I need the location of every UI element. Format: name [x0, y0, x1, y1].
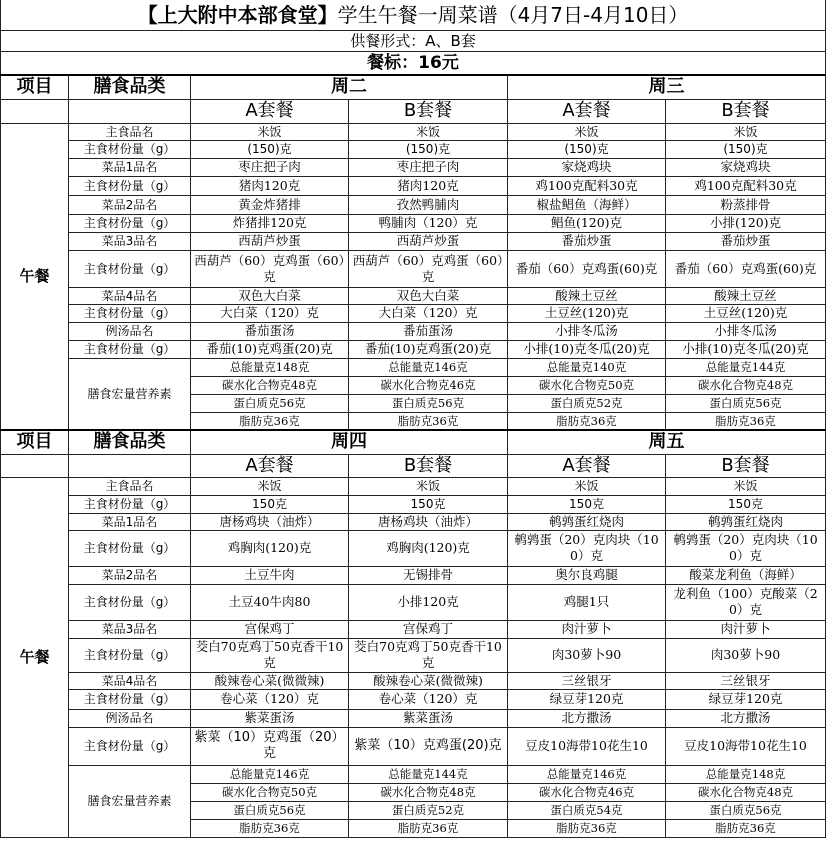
- menu-cell: 150克: [666, 495, 826, 513]
- menu-cell: 豆皮10海带10花生10: [508, 727, 666, 765]
- nutrition-cell: 碳水化合物克46克: [349, 376, 508, 394]
- menu-cell: 番茄(10)克鸡蛋(20)克: [349, 340, 508, 358]
- set-header: B套餐: [349, 454, 508, 477]
- menu-cell: 酸辣卷心菜(微微辣): [191, 672, 349, 689]
- menu-cell: 紫菜蛋汤: [349, 709, 508, 727]
- menu-row: [1, 304, 826, 322]
- menu-cell: 米饭: [349, 123, 508, 140]
- day-header: 周四: [191, 430, 508, 454]
- menu-cell: 土豆40牛肉80: [191, 584, 349, 620]
- menu-cell: 枣庄把子肉: [191, 158, 349, 176]
- menu-cell: 番茄蛋汤: [191, 322, 349, 340]
- menu-cell: 家烧鸡块: [508, 158, 666, 176]
- menu-row: [1, 322, 826, 340]
- menu-cell: 土豆丝(120)克: [508, 304, 666, 322]
- set-header-row: [1, 99, 826, 123]
- row-label: 主食材份量（g）: [69, 689, 191, 709]
- row-label: 主食品名: [69, 123, 191, 140]
- row-label: 主食材份量（g）: [69, 176, 191, 195]
- day-header-row: [1, 430, 826, 454]
- menu-cell: 鹌鹑蛋（20）克肉块（100）克: [508, 530, 666, 566]
- menu-cell: 无锡排骨: [349, 566, 508, 584]
- menu-row: [1, 672, 826, 689]
- nutrition-cell: 脂肪克36克: [508, 412, 666, 430]
- menu-cell: 米饭: [349, 477, 508, 495]
- menu-cell: 猪肉120克: [191, 176, 349, 195]
- meal-price: 餐标：16元: [1, 52, 826, 76]
- menu-cell: 肉汁萝卜: [508, 620, 666, 638]
- menu-cell: 孜然鸭脯肉: [349, 195, 508, 214]
- nutrition-label: 膳食宏量营养素: [69, 358, 191, 430]
- row-label: 菜品1品名: [69, 513, 191, 530]
- menu-cell: 西葫芦（60）克鸡蛋（60）克: [349, 250, 508, 287]
- nutrition-cell: 脂肪克36克: [666, 412, 826, 430]
- menu-row: [1, 620, 826, 638]
- menu-cell: 粉蒸排骨: [666, 195, 826, 214]
- row-label: 主食材份量（g）: [69, 584, 191, 620]
- menu-cell: (150)克: [508, 140, 666, 158]
- canteen-name: 【上大附中本部食堂】: [137, 3, 338, 27]
- menu-cell: 紫菜（10）克鸡蛋(20)克: [349, 727, 508, 765]
- menu-cell: 鸡胸肉(120)克: [191, 530, 349, 566]
- menu-cell: 双色大白菜: [349, 287, 508, 304]
- row-label: 主食材份量（g）: [69, 340, 191, 358]
- menu-cell: 鸭脯肉（120）克: [349, 214, 508, 232]
- menu-cell: 西葫芦（60）克鸡蛋（60）克: [191, 250, 349, 287]
- row-label: 例汤品名: [69, 709, 191, 727]
- nutrition-cell: 蛋白质克56克: [666, 394, 826, 412]
- set-header: B套餐: [666, 99, 826, 123]
- menu-cell: 酸辣土豆丝: [508, 287, 666, 304]
- service-format: 供餐形式：A、B套: [1, 31, 826, 52]
- menu-cell: 鸡100克配料30克: [508, 176, 666, 195]
- menu-cell: (150)克: [191, 140, 349, 158]
- row-label: 菜品3品名: [69, 620, 191, 638]
- menu-cell: 家烧鸡块: [666, 158, 826, 176]
- menu-row: [1, 287, 826, 304]
- menu-title: [1, 0, 826, 31]
- menu-cell: 大白菜（120）克: [191, 304, 349, 322]
- menu-row: [1, 123, 826, 140]
- menu-cell: 番茄炒蛋: [508, 232, 666, 250]
- meal-label: 午餐: [1, 123, 69, 430]
- menu-cell: 宫保鸡丁: [191, 620, 349, 638]
- menu-cell: 猪肉120克: [349, 176, 508, 195]
- menu-cell: 宫保鸡丁: [349, 620, 508, 638]
- row-label: 菜品1品名: [69, 158, 191, 176]
- menu-cell: 北方撒汤: [508, 709, 666, 727]
- menu-cell: 鸡胸肉(120)克: [349, 530, 508, 566]
- menu-cell: 小排冬瓜汤: [508, 322, 666, 340]
- menu-row: [1, 158, 826, 176]
- menu-row: [1, 638, 826, 672]
- menu-cell: 卷心菜（120）克: [349, 689, 508, 709]
- blank-cell: [1, 99, 69, 123]
- nutrition-cell: 碳水化合物克46克: [508, 783, 666, 801]
- menu-cell: 土豆牛肉: [191, 566, 349, 584]
- row-label: 菜品4品名: [69, 287, 191, 304]
- menu-cell: 大白菜（120）克: [349, 304, 508, 322]
- nutrition-cell: 总能量克146克: [349, 358, 508, 376]
- menu-cell: 番茄（60）克鸡蛋(60)克: [508, 250, 666, 287]
- nutrition-cell: 碳水化合物克48克: [666, 376, 826, 394]
- menu-cell: 椒盐鲳鱼（海鲜）: [508, 195, 666, 214]
- menu-cell: 唐杨鸡块（油炸）: [349, 513, 508, 530]
- menu-cell: 豆皮10海带10花生10: [666, 727, 826, 765]
- nutrition-label: 膳食宏量营养素: [69, 765, 191, 837]
- set-header-row: [1, 454, 826, 477]
- nutrition-cell: 蛋白质克56克: [191, 394, 349, 412]
- menu-cell: 米饭: [666, 477, 826, 495]
- menu-cell: 小排120克: [349, 584, 508, 620]
- row-label: 主食材份量（g）: [69, 530, 191, 566]
- row-label: 主食材份量（g）: [69, 304, 191, 322]
- menu-row: [1, 566, 826, 584]
- menu-cell: 奥尔良鸡腿: [508, 566, 666, 584]
- day-header: 周二: [191, 75, 508, 99]
- menu-cell: 150克: [349, 495, 508, 513]
- nutrition-cell: 总能量克144克: [349, 765, 508, 783]
- menu-row: [1, 140, 826, 158]
- menu-cell: 黄金炸猪排: [191, 195, 349, 214]
- row-label: 例汤品名: [69, 322, 191, 340]
- menu-cell: 茭白70克鸡丁50克香干10克: [349, 638, 508, 672]
- menu-row: [1, 584, 826, 620]
- menu-cell: 酸菜龙利鱼（海鲜）: [666, 566, 826, 584]
- nutrition-cell: 总能量克144克: [666, 358, 826, 376]
- set-header: B套餐: [666, 454, 826, 477]
- nutrition-cell: 脂肪克36克: [666, 819, 826, 837]
- title-row: [1, 0, 826, 31]
- menu-cell: 酸辣土豆丝: [666, 287, 826, 304]
- day-header-row: [1, 75, 826, 99]
- menu-cell: (150)克: [666, 140, 826, 158]
- menu-title-text: 学生午餐一周菜谱（4月7日-4月10日）: [337, 3, 689, 27]
- menu-row: [1, 709, 826, 727]
- blank-cell: [69, 454, 191, 477]
- menu-cell: 番茄炒蛋: [666, 232, 826, 250]
- menu-row: [1, 727, 826, 765]
- menu-cell: 小排冬瓜汤: [666, 322, 826, 340]
- menu-cell: 150克: [191, 495, 349, 513]
- nutrition-cell: 蛋白质克52克: [349, 801, 508, 819]
- menu-cell: 小排(120)克: [666, 214, 826, 232]
- menu-row: [1, 689, 826, 709]
- nutrition-cell: 碳水化合物克50克: [508, 376, 666, 394]
- blank-cell: [1, 454, 69, 477]
- menu-cell: 西葫芦炒蛋: [349, 232, 508, 250]
- menu-cell: 小排(10)克冬瓜(20)克: [666, 340, 826, 358]
- row-label: 主食材份量（g）: [69, 495, 191, 513]
- row-label: 主食材份量（g）: [69, 250, 191, 287]
- menu-cell: 三丝银牙: [508, 672, 666, 689]
- row-label: 主食材份量（g）: [69, 214, 191, 232]
- menu-cell: 番茄(10)克鸡蛋(20)克: [191, 340, 349, 358]
- nutrition-cell: 总能量克146克: [508, 765, 666, 783]
- nutrition-cell: 碳水化合物克50克: [191, 783, 349, 801]
- menu-cell: 茭白70克鸡丁50克香干10克: [191, 638, 349, 672]
- menu-cell: 肉30萝卜90: [508, 638, 666, 672]
- blank-cell: [69, 99, 191, 123]
- day-header: 周五: [508, 430, 826, 454]
- menu-row: [1, 513, 826, 530]
- menu-cell: 米饭: [666, 123, 826, 140]
- menu-cell: 酸辣卷心菜(微微辣): [349, 672, 508, 689]
- menu-cell: 150克: [508, 495, 666, 513]
- set-header: A套餐: [191, 99, 349, 123]
- menu-row: [1, 214, 826, 232]
- nutrition-cell: 总能量克146克: [191, 765, 349, 783]
- menu-cell: 西葫芦炒蛋: [191, 232, 349, 250]
- menu-cell: 炸猪排120克: [191, 214, 349, 232]
- menu-cell: 三丝银牙: [666, 672, 826, 689]
- header-item: 项目: [1, 430, 69, 454]
- menu-cell: 枣庄把子肉: [349, 158, 508, 176]
- nutrition-cell: 蛋白质克52克: [508, 394, 666, 412]
- menu-cell: 双色大白菜: [191, 287, 349, 304]
- nutrition-cell: 碳水化合物克48克: [666, 783, 826, 801]
- nutrition-cell: 蛋白质克56克: [349, 394, 508, 412]
- menu-cell: 米饭: [508, 477, 666, 495]
- meal-label: 午餐: [1, 477, 69, 837]
- nutrition-cell: 脂肪克36克: [349, 819, 508, 837]
- menu-cell: 绿豆芽120克: [666, 689, 826, 709]
- menu-cell: 米饭: [191, 123, 349, 140]
- nutrition-cell: 脂肪克36克: [191, 412, 349, 430]
- menu-cell: 紫菜蛋汤: [191, 709, 349, 727]
- menu-cell: 鹌鹑蛋红烧肉: [666, 513, 826, 530]
- menu-cell: (150)克: [349, 140, 508, 158]
- row-label: 主食材份量（g）: [69, 638, 191, 672]
- menu-cell: 鹌鹑蛋红烧肉: [508, 513, 666, 530]
- set-header: A套餐: [508, 99, 666, 123]
- header-category: 膳食品类: [69, 75, 191, 99]
- nutrition-cell: 蛋白质克56克: [666, 801, 826, 819]
- day-header: 周三: [508, 75, 826, 99]
- menu-cell: 鹌鹑蛋（20）克肉块（100）克: [666, 530, 826, 566]
- row-label: 主食材份量（g）: [69, 727, 191, 765]
- menu-cell: 肉汁萝卜: [666, 620, 826, 638]
- nutrition-cell: 蛋白质克56克: [191, 801, 349, 819]
- menu-cell: 鸡腿1只: [508, 584, 666, 620]
- menu-row: [1, 477, 826, 495]
- row-label: 菜品2品名: [69, 566, 191, 584]
- menu-cell: 肉30萝卜90: [666, 638, 826, 672]
- menu-cell: 紫菜（10）克鸡蛋（20）克: [191, 727, 349, 765]
- row-label: 菜品4品名: [69, 672, 191, 689]
- menu-cell: 米饭: [508, 123, 666, 140]
- menu-cell: 米饭: [191, 477, 349, 495]
- nutrition-cell: 碳水化合物克48克: [191, 376, 349, 394]
- nutrition-cell: 总能量克148克: [191, 358, 349, 376]
- set-header: A套餐: [191, 454, 349, 477]
- row-label: 主食品名: [69, 477, 191, 495]
- header-item: 项目: [1, 75, 69, 99]
- menu-cell: 鸡100克配料30克: [666, 176, 826, 195]
- menu-cell: 鲳鱼(120)克: [508, 214, 666, 232]
- menu-row: [1, 340, 826, 358]
- nutrition-cell: 总能量克140克: [508, 358, 666, 376]
- nutrition-cell: 总能量克148克: [666, 765, 826, 783]
- nutrition-row: [1, 358, 826, 376]
- nutrition-cell: 脂肪克36克: [349, 412, 508, 430]
- set-header: B套餐: [349, 99, 508, 123]
- menu-row: [1, 495, 826, 513]
- menu-cell: 绿豆芽120克: [508, 689, 666, 709]
- menu-cell: 番茄（60）克鸡蛋(60)克: [666, 250, 826, 287]
- row-label: 菜品2品名: [69, 195, 191, 214]
- menu-row: [1, 250, 826, 287]
- menu-cell: 卷心菜（120）克: [191, 689, 349, 709]
- menu-cell: 小排(10)克冬瓜(20)克: [508, 340, 666, 358]
- nutrition-cell: 蛋白质克54克: [508, 801, 666, 819]
- set-header: A套餐: [508, 454, 666, 477]
- header-category: 膳食品类: [69, 430, 191, 454]
- nutrition-cell: 脂肪克36克: [508, 819, 666, 837]
- nutrition-cell: 碳水化合物克48克: [349, 783, 508, 801]
- row-label: 主食材份量（g）: [69, 140, 191, 158]
- menu-row: [1, 195, 826, 214]
- nutrition-row: [1, 765, 826, 783]
- nutrition-cell: 脂肪克36克: [191, 819, 349, 837]
- menu-cell: 番茄蛋汤: [349, 322, 508, 340]
- menu-cell: 北方撒汤: [666, 709, 826, 727]
- row-label: 菜品3品名: [69, 232, 191, 250]
- service-row: [1, 31, 826, 52]
- menu-row: [1, 176, 826, 195]
- menu-row: [1, 232, 826, 250]
- price-row: [1, 52, 826, 76]
- menu-row: [1, 530, 826, 566]
- menu-cell: 唐杨鸡块（油炸）: [191, 513, 349, 530]
- menu-cell: 土豆丝(120)克: [666, 304, 826, 322]
- menu-cell: 龙利鱼（100）克酸菜（20）克: [666, 584, 826, 620]
